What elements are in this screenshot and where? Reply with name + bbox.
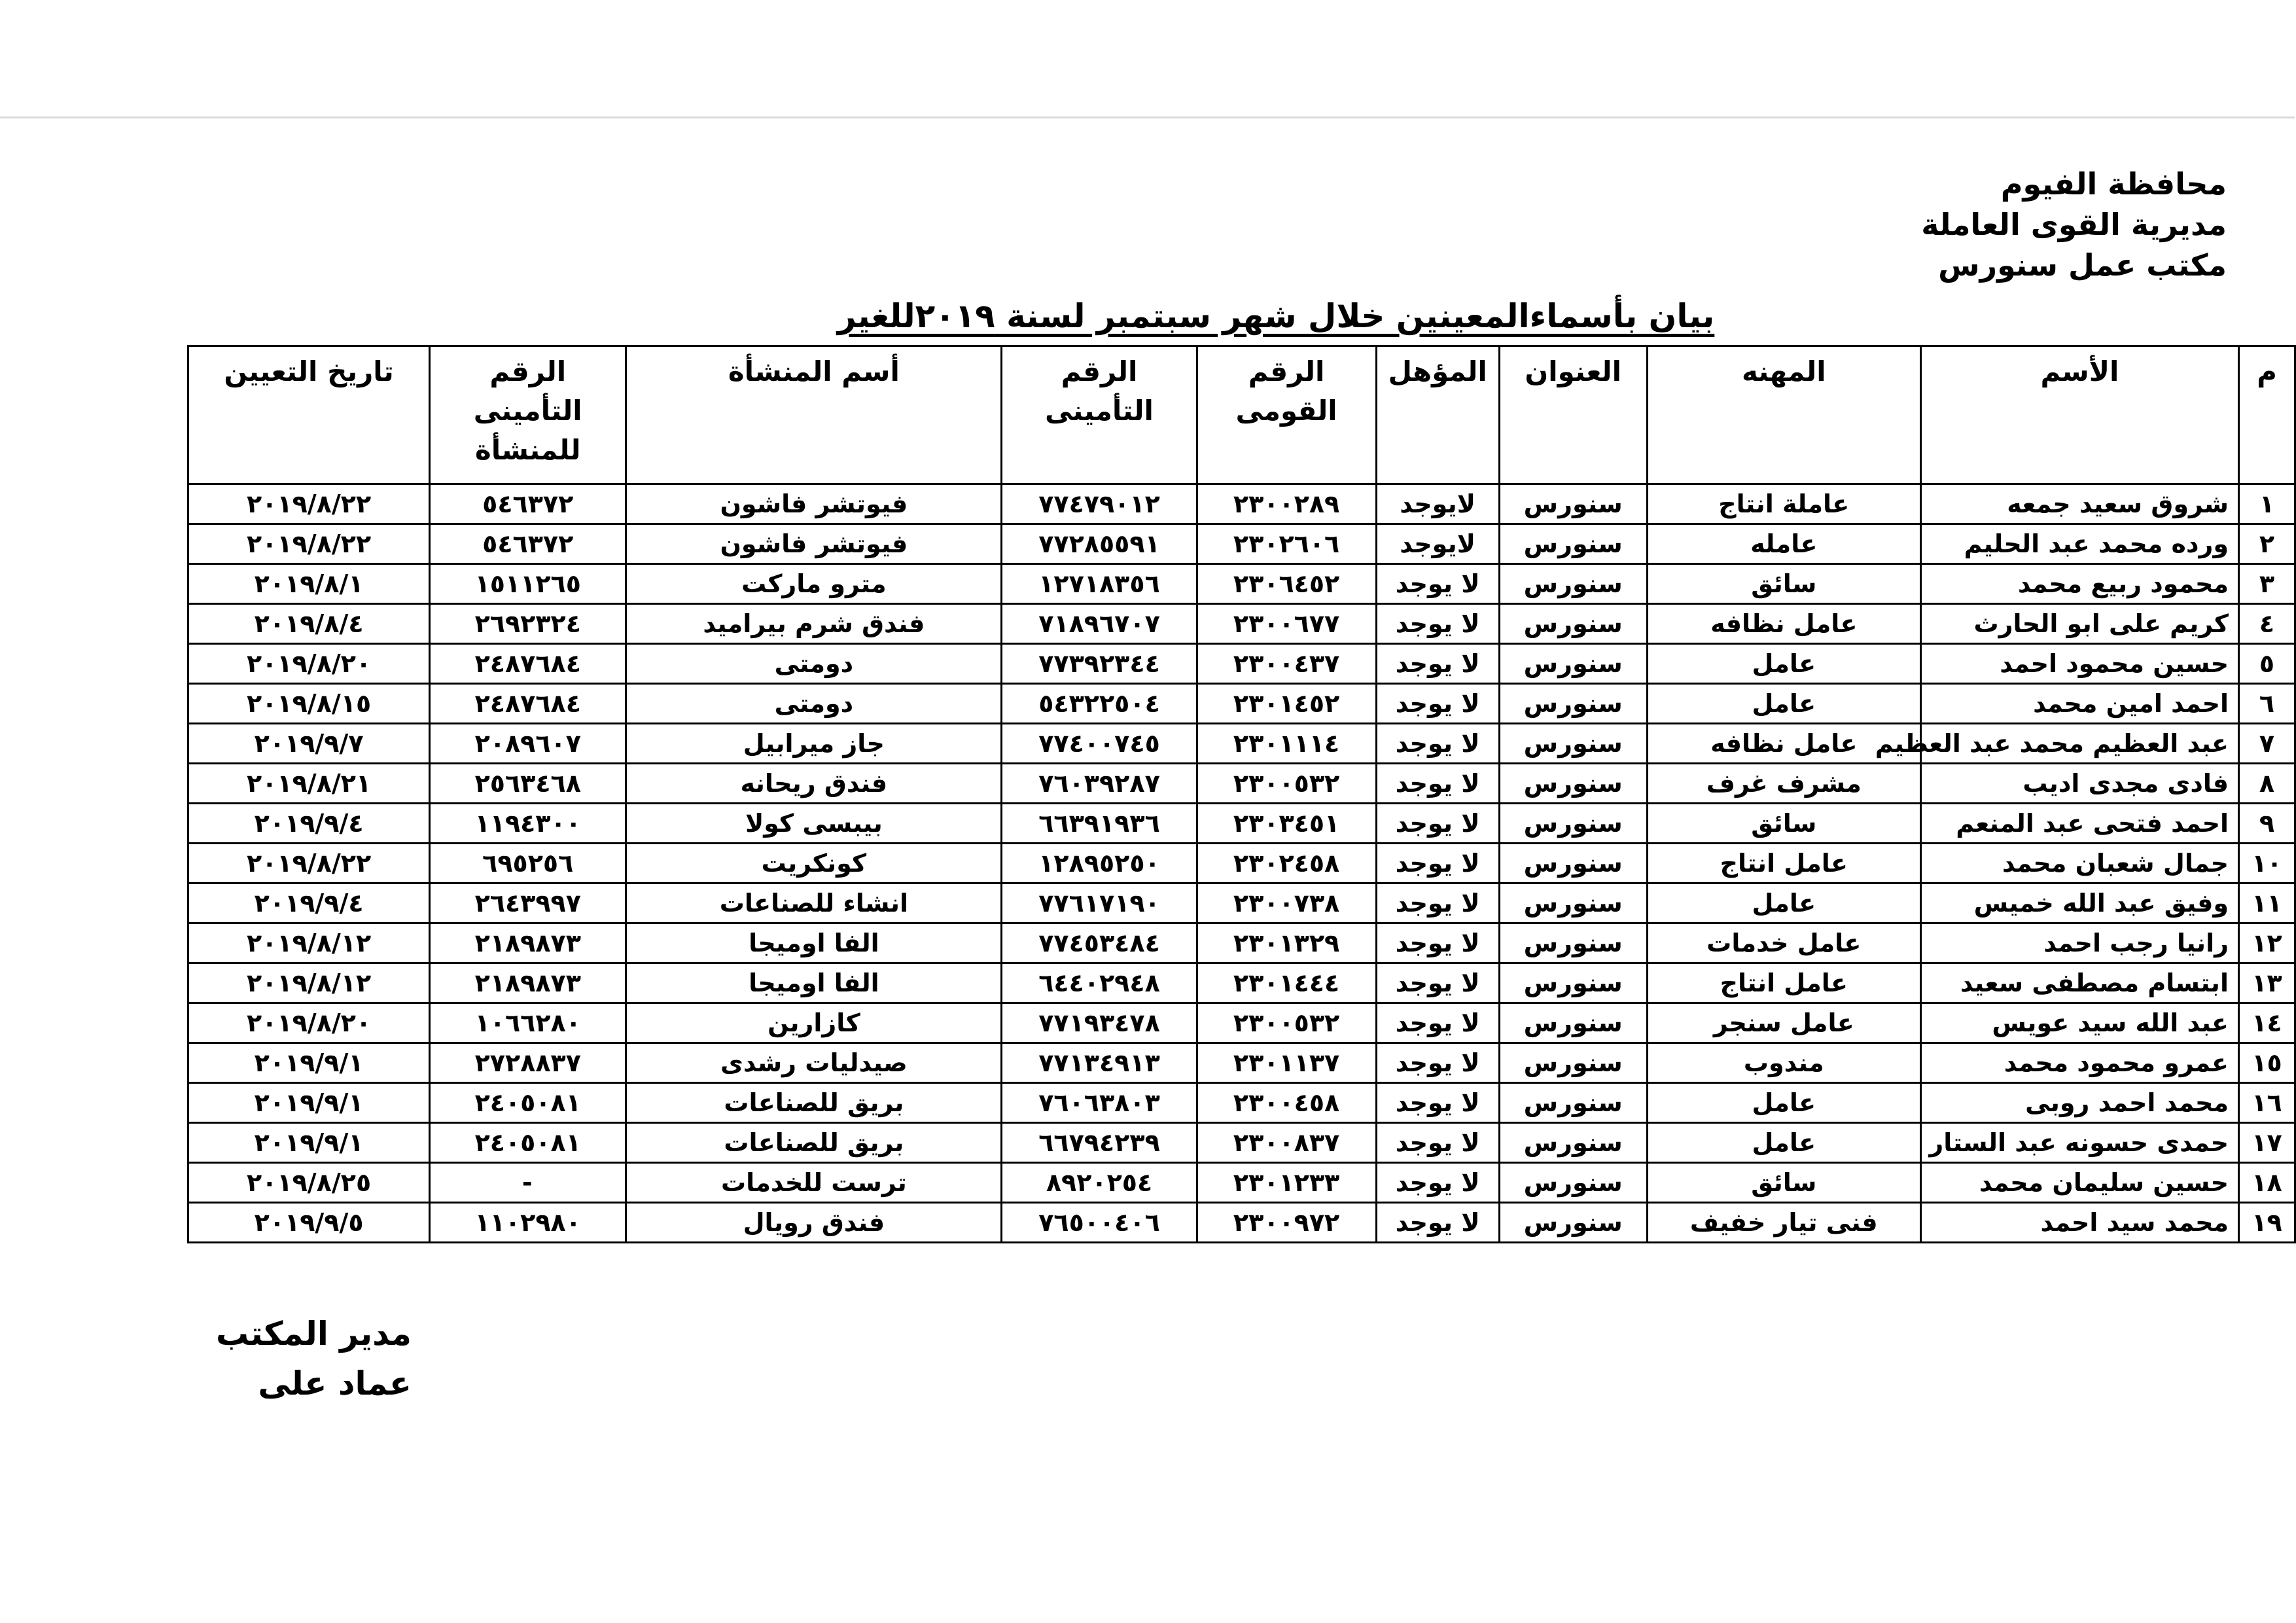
- cell-qualification: لا يوجد: [1376, 963, 1499, 1003]
- cell-company: جاز ميرابيل: [626, 724, 1002, 764]
- document-title: بيان بأسماءالمعينين خلال شهر سبتمبر لسنة ٢٠١٩للغير: [837, 297, 1715, 335]
- cell-address: سنورس: [1499, 844, 1647, 883]
- cell-insurance-no: ٧٦٠٦٣٨٠٣: [1002, 1083, 1197, 1123]
- cell-insurance-no: ٨٩٢٠٢٥٤: [1002, 1163, 1197, 1203]
- cell-job: عامل: [1647, 644, 1920, 684]
- cell-qualification: لا يوجد: [1376, 883, 1499, 923]
- table-row: [188, 1123, 2295, 1163]
- cell-job: عامل: [1647, 684, 1920, 724]
- cell-national-no: ٢٣٠٠٢٨٩: [1197, 484, 1376, 524]
- cell-idx: ١١: [2238, 883, 2295, 923]
- cell-insurance-no: ٧٦٠٣٩٢٨٧: [1002, 764, 1197, 804]
- cell-insurance-no: ٧٧١٣٤٩١٣: [1002, 1043, 1197, 1083]
- cell-hire-date: ٢٠١٩/٩/١: [188, 1123, 430, 1163]
- document-header: [1921, 164, 2227, 285]
- appointments-table: [187, 345, 2296, 1243]
- cell-hire-date: ٢٠١٩/٨/٢٢: [188, 844, 430, 883]
- cell-address: سنورس: [1499, 484, 1647, 524]
- cell-address: سنورس: [1499, 764, 1647, 804]
- cell-qualification: لا يوجد: [1376, 1003, 1499, 1043]
- table-row: [188, 923, 2295, 963]
- cell-company-ins-no: ٢١٨٩٨٧٣: [430, 963, 626, 1003]
- cell-insurance-no: ٧٧٤٧٩٠١٢: [1002, 484, 1197, 524]
- cell-job: عامل: [1647, 883, 1920, 923]
- cell-address: سنورس: [1499, 1203, 1647, 1243]
- cell-national-no: ٢٣٠٢٤٥٨: [1197, 844, 1376, 883]
- table-body: [188, 484, 2295, 1243]
- cell-idx: ١٥: [2238, 1043, 2295, 1083]
- cell-hire-date: ٢٠١٩/٨/٢٢: [188, 524, 430, 564]
- cell-company: فيوتشر فاشون: [626, 524, 1002, 564]
- cell-national-no: ٢٣٠٠٥٣٢: [1197, 764, 1376, 804]
- cell-qualification: لا يوجد: [1376, 604, 1499, 644]
- cell-idx: ١٣: [2238, 963, 2295, 1003]
- cell-national-no: ٢٣٠٠٩٧٢: [1197, 1203, 1376, 1243]
- cell-company-ins-no: ٢٤٠٥٠٨١: [430, 1123, 626, 1163]
- cell-national-no: ٢٣٠١٢٣٣: [1197, 1163, 1376, 1203]
- cell-name: عمرو محمود محمد: [1920, 1043, 2238, 1083]
- table-row: [188, 564, 2295, 604]
- table-row: [188, 844, 2295, 883]
- cell-company-ins-no: -: [430, 1163, 626, 1203]
- cell-insurance-no: ٧٧٣٩٢٣٤٤: [1002, 644, 1197, 684]
- cell-insurance-no: ٧٧٤٥٣٤٨٤: [1002, 923, 1197, 963]
- cell-qualification: لا يوجد: [1376, 684, 1499, 724]
- cell-insurance-no: ٧٧٤٠٠٧٤٥: [1002, 724, 1197, 764]
- cell-hire-date: ٢٠١٩/٩/١: [188, 1043, 430, 1083]
- cell-name: شروق سعيد جمعه: [1920, 484, 2238, 524]
- cell-company: الفا اوميجا: [626, 923, 1002, 963]
- cell-address: سنورس: [1499, 963, 1647, 1003]
- cell-address: سنورس: [1499, 564, 1647, 604]
- cell-qualification: لا يوجد: [1376, 844, 1499, 883]
- cell-idx: ٨: [2238, 764, 2295, 804]
- cell-name: ابتسام مصطفى سعيد: [1920, 963, 2238, 1003]
- cell-hire-date: ٢٠١٩/٨/١٢: [188, 963, 430, 1003]
- cell-national-no: ٢٣٠٢٦٠٦: [1197, 524, 1376, 564]
- cell-job: عامل خدمات: [1647, 923, 1920, 963]
- cell-company: فندق شرم بيراميد: [626, 604, 1002, 644]
- cell-insurance-no: ٧٧٢٨٥٥٩١: [1002, 524, 1197, 564]
- cell-job: عامل: [1647, 1083, 1920, 1123]
- cell-name: حسين محمود احمد: [1920, 644, 2238, 684]
- cell-company-ins-no: ١١٠٢٩٨٠: [430, 1203, 626, 1243]
- cell-hire-date: ٢٠١٩/٩/٥: [188, 1203, 430, 1243]
- cell-insurance-no: ٧١٨٩٦٧٠٧: [1002, 604, 1197, 644]
- cell-company-ins-no: ٢٤٨٧٦٨٤: [430, 684, 626, 724]
- cell-address: سنورس: [1499, 644, 1647, 684]
- cell-name: حمدى حسونه عبد الستار: [1920, 1123, 2238, 1163]
- cell-job: سائق: [1647, 804, 1920, 844]
- cell-idx: ٥: [2238, 644, 2295, 684]
- office-label: مكتب عمل سنورس: [1938, 247, 2227, 283]
- col-header-job: المهنه: [1647, 346, 1920, 484]
- cell-national-no: ٢٣٠٠٥٣٢: [1197, 1003, 1376, 1043]
- cell-company: بريق للصناعات: [626, 1123, 1002, 1163]
- cell-qualification: لا يوجد: [1376, 564, 1499, 604]
- cell-company: بريق للصناعات: [626, 1083, 1002, 1123]
- cell-address: سنورس: [1499, 1003, 1647, 1043]
- cell-idx: ١٦: [2238, 1083, 2295, 1123]
- cell-national-no: ٢٣٠١٤٤٤: [1197, 963, 1376, 1003]
- cell-idx: ١٧: [2238, 1123, 2295, 1163]
- cell-company: فيوتشر فاشون: [626, 484, 1002, 524]
- table-row: [188, 604, 2295, 644]
- cell-company-ins-no: ٢٥٦٣٤٦٨: [430, 764, 626, 804]
- cell-company: صيدليات رشدى: [626, 1043, 1002, 1083]
- table-row: [188, 764, 2295, 804]
- cell-name: رانيا رجب احمد: [1920, 923, 2238, 963]
- cell-hire-date: ٢٠١٩/٨/٢٥: [188, 1163, 430, 1203]
- col-header-idx: م: [2238, 346, 2295, 484]
- cell-address: سنورس: [1499, 604, 1647, 644]
- cell-company-ins-no: ٢٤٠٥٠٨١: [430, 1083, 626, 1123]
- cell-job: سائق: [1647, 1163, 1920, 1203]
- cell-idx: ١٩: [2238, 1203, 2295, 1243]
- cell-insurance-no: ٦٤٤٠٢٩٤٨: [1002, 963, 1197, 1003]
- cell-idx: ٦: [2238, 684, 2295, 724]
- cell-name: عبد الله سيد عويس: [1920, 1003, 2238, 1043]
- cell-address: سنورس: [1499, 883, 1647, 923]
- cell-name: كريم على ابو الحارث: [1920, 604, 2238, 644]
- cell-idx: ٤: [2238, 604, 2295, 644]
- cell-national-no: ٢٣٠١٤٥٢: [1197, 684, 1376, 724]
- cell-name: ورده محمد عبد الحليم: [1920, 524, 2238, 564]
- cell-name: عبد العظيم محمد عبد العظيم: [1920, 724, 2238, 764]
- cell-insurance-no: ١٢٨٩٥٢٥٠: [1002, 844, 1197, 883]
- cell-name: جمال شعبان محمد: [1920, 844, 2238, 883]
- cell-national-no: ٢٣٠٦٤٥٢: [1197, 564, 1376, 604]
- cell-idx: ٣: [2238, 564, 2295, 604]
- cell-company: كازارين: [626, 1003, 1002, 1043]
- col-header-national-no: الرقم القومى: [1197, 346, 1376, 484]
- cell-job: فنى تيار خفيف: [1647, 1203, 1920, 1243]
- directorate-label: مديرية القوى العاملة: [1921, 207, 2227, 242]
- table-row: [188, 963, 2295, 1003]
- cell-company-ins-no: ٢٧٢٨٨٣٧: [430, 1043, 626, 1083]
- cell-name: وفيق عبد الله خميس: [1920, 883, 2238, 923]
- cell-address: سنورس: [1499, 923, 1647, 963]
- cell-company-ins-no: ١٠٦٦٢٨٠: [430, 1003, 626, 1043]
- table-row: [188, 1163, 2295, 1203]
- cell-hire-date: ٢٠١٩/٩/٤: [188, 804, 430, 844]
- cell-qualification: لا يوجد: [1376, 724, 1499, 764]
- cell-insurance-no: ٦٦٧٩٤٢٣٩: [1002, 1123, 1197, 1163]
- cell-national-no: ٢٣٠٠٤٥٨: [1197, 1083, 1376, 1123]
- cell-company: الفا اوميجا: [626, 963, 1002, 1003]
- cell-company: بيبسى كولا: [626, 804, 1002, 844]
- cell-job: عامل انتاج: [1647, 844, 1920, 883]
- cell-company: دومتى: [626, 644, 1002, 684]
- cell-insurance-no: ٦٦٣٩١٩٣٦: [1002, 804, 1197, 844]
- manager-role: مدير المكتب: [216, 1315, 412, 1353]
- cell-job: عاملة انتاج: [1647, 484, 1920, 524]
- cell-job: عامل سنجر: [1647, 1003, 1920, 1043]
- cell-address: سنورس: [1499, 1083, 1647, 1123]
- cell-national-no: ٢٣٠١١١٤: [1197, 724, 1376, 764]
- cell-hire-date: ٢٠١٩/٨/١٥: [188, 684, 430, 724]
- cell-job: مندوب: [1647, 1043, 1920, 1083]
- cell-hire-date: ٢٠١٩/٩/٤: [188, 883, 430, 923]
- cell-hire-date: ٢٠١٩/٨/٢٢: [188, 484, 430, 524]
- cell-company: انشاء للصناعات: [626, 883, 1002, 923]
- cell-hire-date: ٢٠١٩/٩/١: [188, 1083, 430, 1123]
- cell-national-no: ٢٣٠١١٣٧: [1197, 1043, 1376, 1083]
- cell-company-ins-no: ٥٤٦٣٧٢: [430, 484, 626, 524]
- cell-qualification: لايوجد: [1376, 484, 1499, 524]
- cell-qualification: لايوجد: [1376, 524, 1499, 564]
- table-row: [188, 684, 2295, 724]
- cell-idx: ١٤: [2238, 1003, 2295, 1043]
- cell-qualification: لا يوجد: [1376, 1123, 1499, 1163]
- cell-insurance-no: ٧٧٦١٧١٩٠: [1002, 883, 1197, 923]
- cell-job: عامل نظافه: [1647, 604, 1920, 644]
- cell-address: سنورس: [1499, 724, 1647, 764]
- col-header-qualification: المؤهل: [1376, 346, 1499, 484]
- cell-qualification: لا يوجد: [1376, 1203, 1499, 1243]
- cell-idx: ٧: [2238, 724, 2295, 764]
- cell-company: فندق رويال: [626, 1203, 1002, 1243]
- cell-company: فندق ريحانه: [626, 764, 1002, 804]
- cell-idx: ١٠: [2238, 844, 2295, 883]
- cell-insurance-no: ١٢٧١٨٣٥٦: [1002, 564, 1197, 604]
- col-header-insurance-no: الرقم التأمينى: [1002, 346, 1197, 484]
- col-header-company: أسم المنشأة: [626, 346, 1002, 484]
- cell-company-ins-no: ١١٩٤٣٠٠: [430, 804, 626, 844]
- table-row: [188, 484, 2295, 524]
- cell-name: احمد امين محمد: [1920, 684, 2238, 724]
- cell-name: محمود ربيع محمد: [1920, 564, 2238, 604]
- table-row: [188, 724, 2295, 764]
- cell-company-ins-no: ١٥١١٢٦٥: [430, 564, 626, 604]
- cell-qualification: لا يوجد: [1376, 923, 1499, 963]
- table-row: [188, 1043, 2295, 1083]
- cell-company: مترو ماركت: [626, 564, 1002, 604]
- table-row: [188, 644, 2295, 684]
- cell-hire-date: ٢٠١٩/٨/٤: [188, 604, 430, 644]
- cell-name: محمد سيد احمد: [1920, 1203, 2238, 1243]
- cell-qualification: لا يوجد: [1376, 1163, 1499, 1203]
- signature-block: [216, 1309, 412, 1408]
- cell-company-ins-no: ٢٤٨٧٦٨٤: [430, 644, 626, 684]
- cell-national-no: ٢٣٠٠٤٣٧: [1197, 644, 1376, 684]
- cell-company: كونكريت: [626, 844, 1002, 883]
- cell-address: سنورس: [1499, 524, 1647, 564]
- table-row: [188, 524, 2295, 564]
- table-header-row: [188, 346, 2295, 484]
- cell-hire-date: ٢٠١٩/٨/١: [188, 564, 430, 604]
- col-header-address: العنوان: [1499, 346, 1647, 484]
- cell-company-ins-no: ٥٤٦٣٧٢: [430, 524, 626, 564]
- col-header-company-ins-no: الرقم التأمينى للمنشأة: [430, 346, 626, 484]
- cell-address: سنورس: [1499, 1163, 1647, 1203]
- cell-national-no: ٢٣٠١٣٢٩: [1197, 923, 1376, 963]
- cell-qualification: لا يوجد: [1376, 804, 1499, 844]
- cell-job: عامل: [1647, 1123, 1920, 1163]
- cell-hire-date: ٢٠١٩/٩/٧: [188, 724, 430, 764]
- cell-name: احمد فتحى عبد المنعم: [1920, 804, 2238, 844]
- cell-national-no: ٢٣٠٣٤٥١: [1197, 804, 1376, 844]
- cell-company-ins-no: ٢٦٩٢٣٢٤: [430, 604, 626, 644]
- table-row: [188, 1003, 2295, 1043]
- cell-address: سنورس: [1499, 684, 1647, 724]
- cell-company: دومتى: [626, 684, 1002, 724]
- cell-company-ins-no: ٢٦٤٣٩٩٧: [430, 883, 626, 923]
- cell-company-ins-no: ٢٠٨٩٦٠٧: [430, 724, 626, 764]
- table-row: [188, 1083, 2295, 1123]
- cell-name: فادى مجدى اديب: [1920, 764, 2238, 804]
- cell-hire-date: ٢٠١٩/٨/٢١: [188, 764, 430, 804]
- cell-name: محمد احمد روبى: [1920, 1083, 2238, 1123]
- cell-insurance-no: ٧٧١٩٣٤٧٨: [1002, 1003, 1197, 1043]
- cell-hire-date: ٢٠١٩/٨/٢٠: [188, 644, 430, 684]
- table-row: [188, 883, 2295, 923]
- cell-company-ins-no: ٢١٨٩٨٧٣: [430, 923, 626, 963]
- cell-job: سائق: [1647, 564, 1920, 604]
- cell-job: عامل نظافه: [1647, 724, 1920, 764]
- governorate-label: محافظة الفيوم: [2000, 166, 2227, 202]
- cell-qualification: لا يوجد: [1376, 764, 1499, 804]
- cell-national-no: ٢٣٠٠٨٣٧: [1197, 1123, 1376, 1163]
- cell-idx: ١: [2238, 484, 2295, 524]
- col-header-name: الأسم: [1920, 346, 2238, 484]
- col-header-hire-date: تاريخ التعيين: [188, 346, 430, 484]
- cell-hire-date: ٢٠١٩/٨/١٢: [188, 923, 430, 963]
- cell-idx: ١٨: [2238, 1163, 2295, 1203]
- cell-job: عامله: [1647, 524, 1920, 564]
- cell-hire-date: ٢٠١٩/٨/٢٠: [188, 1003, 430, 1043]
- cell-insurance-no: ٥٤٣٢٢٥٠٤: [1002, 684, 1197, 724]
- cell-idx: ٩: [2238, 804, 2295, 844]
- cell-idx: ٢: [2238, 524, 2295, 564]
- cell-qualification: لا يوجد: [1376, 644, 1499, 684]
- cell-qualification: لا يوجد: [1376, 1043, 1499, 1083]
- cell-job: مشرف غرف: [1647, 764, 1920, 804]
- cell-national-no: ٢٣٠٠٦٧٧: [1197, 604, 1376, 644]
- cell-national-no: ٢٣٠٠٧٣٨: [1197, 883, 1376, 923]
- cell-job: عامل انتاج: [1647, 963, 1920, 1003]
- cell-name: حسين سليمان محمد: [1920, 1163, 2238, 1203]
- cell-address: سنورس: [1499, 804, 1647, 844]
- scan-edge-line: [0, 116, 2295, 118]
- cell-idx: ١٢: [2238, 923, 2295, 963]
- manager-name: عماد على: [258, 1364, 412, 1402]
- table-row: [188, 1203, 2295, 1243]
- cell-company-ins-no: ٦٩٥٢٥٦: [430, 844, 626, 883]
- cell-address: سنورس: [1499, 1123, 1647, 1163]
- cell-company: ترست للخدمات: [626, 1163, 1002, 1203]
- cell-qualification: لا يوجد: [1376, 1083, 1499, 1123]
- cell-insurance-no: ٧٦٥٠٠٤٠٦: [1002, 1203, 1197, 1243]
- cell-address: سنورس: [1499, 1043, 1647, 1083]
- table-row: [188, 804, 2295, 844]
